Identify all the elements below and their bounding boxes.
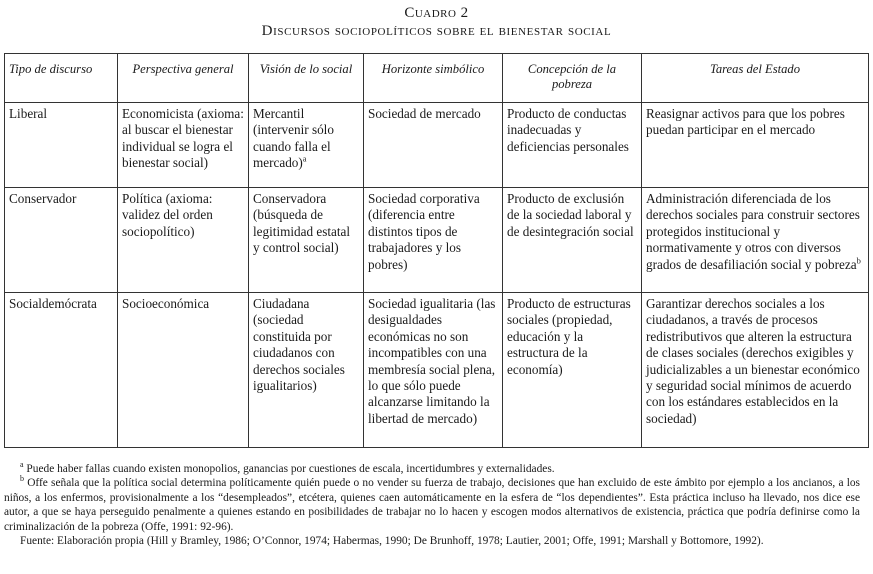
header-tareas: Tareas del Estado [642,54,869,103]
footnote-ref-a: a [302,153,307,164]
cell-vision [249,103,364,188]
footnote-a-text: Puede haber fallas cuando existen monopolios, ganancias por cuestiones de escala, incertidumbres y externalidades. [26,463,555,475]
cell-tipo: Socialdemócrata [5,293,118,448]
header-horizonte: Horizonte simbólico [364,54,503,103]
footnote-b-mark: b [20,474,24,484]
table-notes [4,462,860,548]
source-note: Fuente: Elaboración propia (Hill y Bramley, 1986; O’Connor, 1974; Habermas, 1990; De Brunhoff, 1978; Lautier, 2001; Offe, 1991; Marshall y Bottomore, 1992). [20,535,764,548]
cell-tareas [642,293,869,448]
footnote-a-mark: a [20,460,24,470]
table-header-row [5,54,869,103]
header-tipo: Tipo de discurso [5,54,118,103]
cell-pobreza: Producto de estructuras sociales (propiedad, educación y la estructura de la economía) [503,293,642,448]
footnote-b-text: Offe señala que la política social determina políticamente quién puede o no vender su fuerza de trabajo, decisiones que han excluido de este ámbito por ejemplo a los ancianos, a los niños, a los enfermos, provisionalmente a los “desempleados”, etcétera, quienes caen automáticamente en la esfera de “los dependientes”. Esta práctica incluso ha llevado, nos dice ese autor, a que se haya perseguido penalmente a quienes estando en posibilidades de trabajar no lo hacen y escogen modos alternativos de existencia, práctica que podría definirse como la criminalización de la pobreza (Offe, 1991: 92-96). [4,477,860,533]
cell-vision [249,293,364,448]
footnote-b [4,476,860,534]
cell-tareas [642,188,869,293]
cell-tipo: Conservador [5,188,118,293]
cell-perspectiva: Socioeconómica [118,293,249,448]
cell-pobreza: Producto de conductas inadecuadas y deficiencias personales [503,103,642,188]
cell-horizonte: Sociedad igualitaria (las desigualdades económicas no son incompatibles con una membresía social plena, lo que sólo puede alcanzarse limitando la libertad de mercado) [364,293,503,448]
footnote-a [4,462,860,476]
cell-tareas [642,103,869,188]
cell-tareas-text: Administración diferenciada de los derechos sociales para construir sectores protegidos institucional y normativamente y otros con diversos grados de desafiliación social y pobreza [646,191,860,272]
table-title: Discursos sociopolíticos sobre el bienestar social [261,23,612,39]
cell-vision-text: Ciudadana (sociedad constituida por ciudadanos con derechos sociales igualitarios) [253,296,345,394]
cell-pobreza: Producto de exclusión de la sociedad laboral y de desintegración social [503,188,642,293]
header-pobreza: Concepción de la pobreza [503,54,642,103]
table-number: Cuadro 2 [404,5,469,21]
cell-perspectiva: Economicista (axioma: al buscar el bienestar individual se logra el bienestar social) [118,103,249,188]
footnote-ref-b: b [856,255,861,266]
cell-horizonte: Sociedad de mercado [364,103,503,188]
header-perspectiva: Perspectiva general [118,54,249,103]
cell-vision-text: Mercantil (intervenir sólo cuando falla el mercado) [253,106,334,171]
table-row [5,188,869,293]
cell-vision-text: Conservadora (búsqueda de legitimidad estatal y control social) [253,191,351,256]
cell-perspectiva: Política (axioma: validez del orden sociopolítico) [118,188,249,293]
table-row [5,103,869,188]
table-row [5,293,869,448]
cell-tareas-text: Reasignar activos para que los pobres puedan participar en el mercado [646,106,845,138]
cell-tipo: Liberal [5,103,118,188]
table-caption [0,0,873,40]
cell-tareas-text: Garantizar derechos sociales a los ciudadanos, a través de procesos redistributivos que alteren la estructura de clases sociales (derechos exigibles y judicializables a un bienestar económico y seguridad social mínimos de acuerdo con los estándares establecidos en la sociedad) [646,296,860,426]
header-vision: Visión de lo social [249,54,364,103]
cell-horizonte: Sociedad corporativa (diferencia entre distintos tipos de trabajadores y los pobres) [364,188,503,293]
discourse-table [4,53,869,448]
cell-vision [249,188,364,293]
